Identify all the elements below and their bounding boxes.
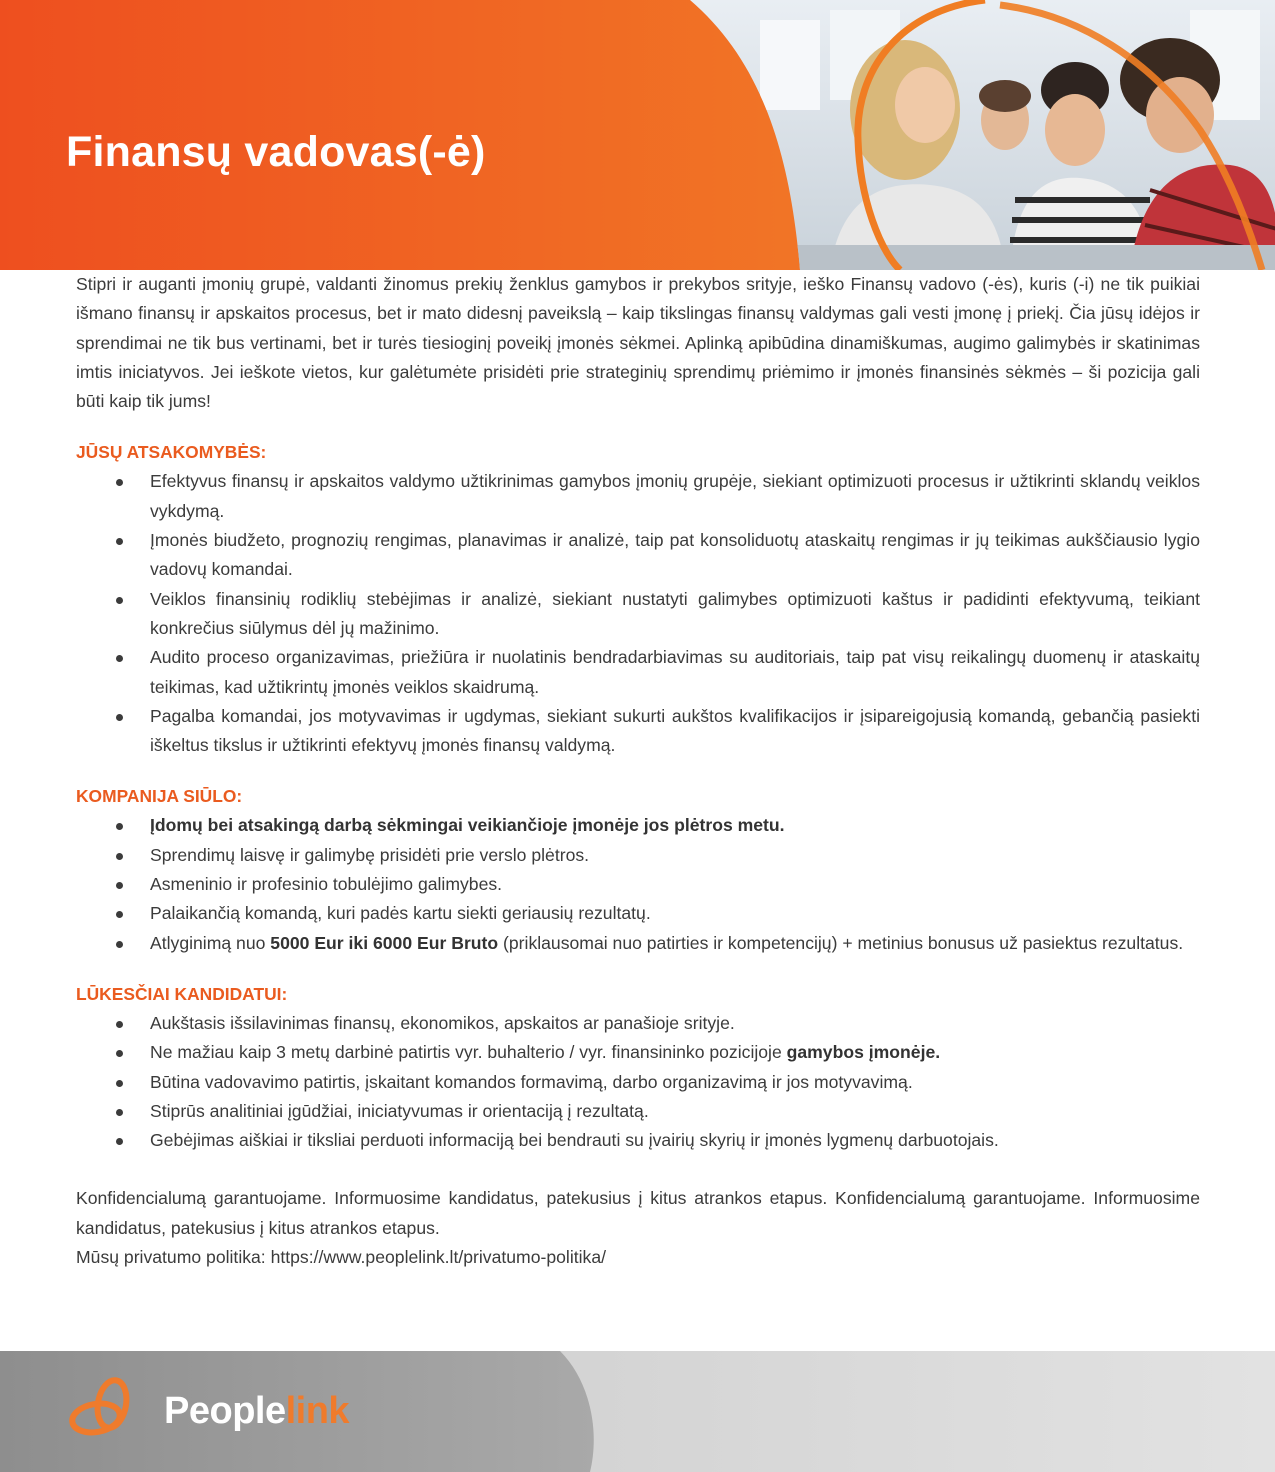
list-item-text: Efektyvus finansų ir apskaitos valdymo užtikrinimas gamybos įmonių grupėje, siekiant optimizuoti procesus ir užtikrinti sklandų veiklos vykdymą. xyxy=(150,471,1200,521)
list-item xyxy=(76,1097,1200,1126)
list-item xyxy=(76,929,1200,958)
list-item xyxy=(76,526,1200,585)
peoplelink-logo-icon xyxy=(68,1374,134,1448)
offer-list xyxy=(76,811,1200,957)
list-item-text: Veiklos finansinių rodiklių stebėjimas ir analizė, siekiant nustatyti galimybes optimizuoti kaštus ir padidinti efektyvumą, teikiant konkrečius siūlymus dėl jų mažinimo. xyxy=(150,588,1200,638)
responsibilities-heading: JŪSŲ ATSAKOMYBĖS: xyxy=(76,442,267,463)
list-item xyxy=(76,899,1200,928)
bullet-icon xyxy=(116,1138,123,1145)
list-item-text: Aukštasis išsilavinimas finansų, ekonomikos, apskaitos ar panašioje srityje. xyxy=(150,1012,735,1033)
list-item-text: Būtina vadovavimo patirtis, įskaitant komandos formavimą, darbo organizavimą ir jos motyvavimą. xyxy=(150,1071,913,1092)
logo-text-people: People xyxy=(164,1389,286,1432)
bullet-icon xyxy=(116,538,123,545)
job-title: Finansų vadovas(-ė) xyxy=(66,128,486,176)
list-item-text: Gebėjimas aiškiai ir tiksliai perduoti informaciją bei bendrauti su įvairių skyrių ir įmonės lygmenų darbuotojais. xyxy=(150,1130,999,1151)
list-item-text: Pagalba komandai, jos motyvavimas ir ugdymas, siekiant sukurti aukštos kvalifikacijos ir įsipareigojusią komandą, gebančią pasiekti iškeltus tikslus ir užtikrinti efektyvų įmonės finansų valdymą. xyxy=(150,705,1200,756)
list-item xyxy=(76,1009,1200,1038)
list-item-text: Sprendimų laisvę ir galimybę prisidėti prie verslo plėtros. xyxy=(150,844,590,865)
list-item-text: Ne mažiau kaip 3 metų darbinė patirtis vyr. buhalterio / vyr. finansininko pozicijoje xyxy=(150,1042,787,1063)
list-item-text: Palaikančią komandą, kuri padės kartu siekti geriausių rezultatų. xyxy=(150,903,651,924)
bullet-icon xyxy=(116,479,123,486)
list-item-text: Įdomų bei atsakingą darbą sėkmingai veikiančioje įmonėje jos plėtros metu. xyxy=(150,815,785,836)
bullet-icon xyxy=(116,882,123,889)
bullet-icon xyxy=(116,655,123,662)
bullet-icon xyxy=(116,853,123,860)
expectations-heading: LŪKESČIAI KANDIDATUI: xyxy=(76,983,288,1004)
list-item xyxy=(76,585,1200,644)
salary-prefix: Atlyginimą nuo xyxy=(150,932,271,953)
list-item xyxy=(76,702,1200,761)
bullet-icon xyxy=(116,1050,123,1057)
list-item xyxy=(76,1126,1200,1155)
header-banner xyxy=(0,0,1275,270)
list-item xyxy=(76,467,1200,526)
bullet-icon xyxy=(116,1109,123,1116)
list-item xyxy=(76,643,1200,702)
bullet-icon xyxy=(116,941,123,948)
list-item-text: Audito proceso organizavimas, priežiūra ir nuolatinis bendradarbiavimas su auditoriais, taip pat visų reikalingų duomenų ir ataskaitų teikimas, kad užtikrintų įmonės veiklos skaidrumą. xyxy=(150,647,1200,697)
list-item-text: Stiprūs analitiniai įgūdžiai, iniciatyvumas ir orientaciją į rezultatą. xyxy=(150,1100,649,1121)
list-item xyxy=(76,1038,1200,1067)
bullet-icon xyxy=(116,597,123,604)
salary-suffix: (priklausomai nuo patirties ir kompetencijų) + metinius bonusus už pasiektus rezultatus. xyxy=(498,932,1184,953)
list-item-text: Įmonės biudžeto, prognozių rengimas, planavimas ir analizė, taip pat konsoliduotų ataskaitų rengimas ir jų teikimas aukščiausio lygio vadovų komandai. xyxy=(150,530,1200,580)
intro-paragraph: Stipri ir auganti įmonių grupė, valdanti žinomus prekių ženklus gamybos ir prekybos srityje, ieško Finansų vadovo (-ės), kuris (-i) ne tik puikiai išmano finansų ir apskaitos procesus, bet ir mato didesnį paveikslą – kaip tikslingas finansų valdymas gali vesti įmonę į priekį. Čia jūsų idėjos ir sprendimai ne tik bus vertinami, bet ir turės tiesioginį poveikį įmonės sėkmei. Aplinką apibūdina dinamiškumas, augimo galimybės ir skatinimas imtis iniciatyvos. Jei ieškote vietos, kur galėtumėte prisidėti prie strateginių sprendimų priėmimo ir įmonės finansinės sėkmės – ši pozicija gali būti kaip tik jums! xyxy=(76,274,1200,412)
emphasis-text: gamybos įmonėje. xyxy=(786,1042,941,1063)
list-item xyxy=(76,1068,1200,1097)
responsibilities-list xyxy=(76,467,1200,760)
list-item xyxy=(76,841,1200,870)
bullet-icon xyxy=(116,714,123,721)
job-description xyxy=(76,270,1200,1272)
salary-range: 5000 Eur iki 6000 Eur Bruto xyxy=(270,932,499,953)
logo-text-link: link xyxy=(285,1389,350,1432)
list-item-text: Asmeninio ir profesinio tobulėjimo galimybes. xyxy=(150,874,503,895)
bullet-icon xyxy=(116,1080,123,1087)
bullet-icon xyxy=(116,1021,123,1028)
offer-heading: KOMPANIJA SIŪLO: xyxy=(76,786,243,807)
logo-wordmark xyxy=(164,1390,349,1433)
confidentiality-note: Konfidencialumą garantuojame. Informuosime kandidatus, patekusius į kitus atrankos etapus. Konfidencialumą garantuojame. Informuosime kandidatus, patekusius į kitus atrankos etapus. xyxy=(76,1188,1200,1238)
privacy-policy-link[interactable]: Mūsų privatumo politika: https://www.peoplelink.lt/privatumo-politika/ xyxy=(76,1247,606,1268)
bullet-icon xyxy=(116,823,123,830)
bullet-icon xyxy=(116,911,123,918)
list-item xyxy=(76,811,1200,840)
peoplelink-logo xyxy=(68,1374,349,1448)
list-item xyxy=(76,870,1200,899)
expectations-list xyxy=(76,1009,1200,1155)
